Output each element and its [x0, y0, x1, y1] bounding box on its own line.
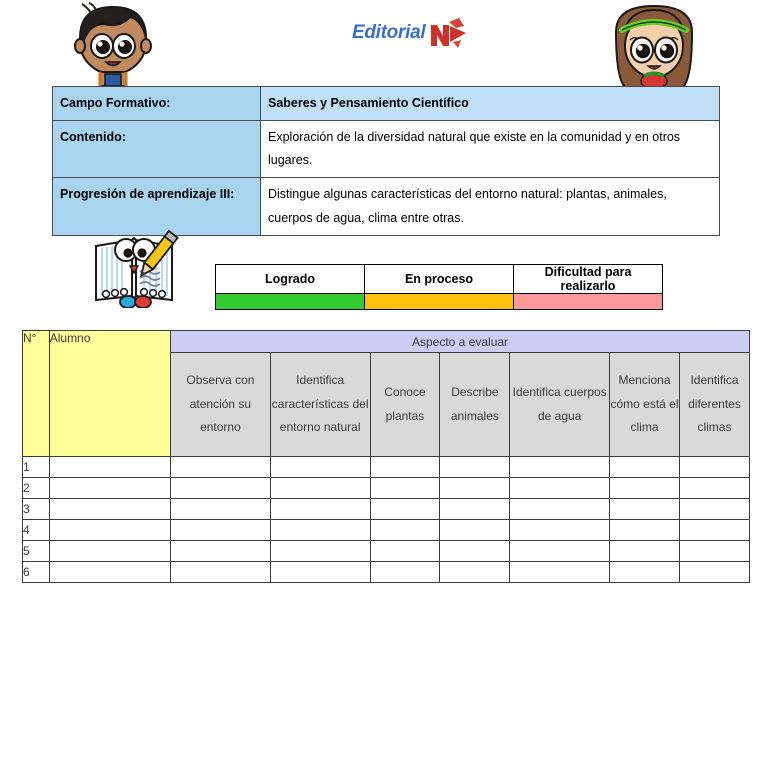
aspect-cell-5[interactable]: [610, 541, 680, 562]
aspect-cell-0[interactable]: [171, 478, 271, 499]
info-value: Exploración de la diversidad natural que existe en la comunidad y en otros lugares.: [261, 121, 720, 178]
aspect-cell-0[interactable]: [171, 562, 271, 583]
row-number: 5: [23, 541, 50, 562]
table-row: [23, 478, 750, 499]
aspect-cell-6[interactable]: [679, 541, 749, 562]
aspect-cell-3[interactable]: [440, 520, 510, 541]
aspect-cell-4[interactable]: [510, 499, 610, 520]
info-row: [53, 121, 720, 178]
aspect-header-5: Menciona cómo está el clima: [610, 353, 680, 457]
aspect-cell-0[interactable]: [171, 457, 271, 478]
info-value: Distingue algunas características del entorno natural: plantas, animales, cuerpos de agua, clima entre otras.: [261, 178, 720, 235]
evaluation-table: [22, 330, 750, 583]
header-number: N°: [23, 331, 50, 457]
aspect-cell-1[interactable]: [270, 562, 370, 583]
aspect-header-4: Identifica cuerpos de agua: [510, 353, 610, 457]
aspect-cell-3[interactable]: [440, 541, 510, 562]
aspect-cell-5[interactable]: [610, 499, 680, 520]
info-value: Saberes y Pensamiento Científico: [261, 87, 720, 121]
aspect-cell-5[interactable]: [610, 478, 680, 499]
aspect-cell-4[interactable]: [510, 562, 610, 583]
info-table: [52, 86, 720, 236]
legend-label-dificultad: Dificultad para realizarlo: [514, 265, 663, 294]
aspect-header-2: Conoce plantas: [370, 353, 440, 457]
row-number: 6: [23, 562, 50, 583]
aspect-cell-1[interactable]: [270, 478, 370, 499]
aspect-cell-6[interactable]: [679, 520, 749, 541]
aspect-header-1: Identifica características del entorno natural: [270, 353, 370, 457]
header-aspecto-a-evaluar: Aspecto a evaluar: [171, 331, 750, 353]
aspect-cell-2[interactable]: [370, 541, 440, 562]
aspect-cell-6[interactable]: [679, 562, 749, 583]
legend-table: [215, 264, 663, 310]
info-label: Campo Formativo:: [53, 87, 261, 121]
info-label: Progresión de aprendizaje III:: [53, 178, 261, 235]
aspect-cell-3[interactable]: [440, 478, 510, 499]
aspect-cell-0[interactable]: [171, 520, 271, 541]
aspect-cell-5[interactable]: [610, 457, 680, 478]
aspect-cell-6[interactable]: [679, 499, 749, 520]
aspect-header-6: Identifica diferentes climas: [679, 353, 749, 457]
aspect-cell-1[interactable]: [270, 541, 370, 562]
aspect-cell-1[interactable]: [270, 499, 370, 520]
table-row: [23, 457, 750, 478]
info-row: [53, 87, 720, 121]
legend-swatch-logrado: [216, 294, 365, 310]
row-number: 1: [23, 457, 50, 478]
aspect-cell-2[interactable]: [370, 520, 440, 541]
student-name-cell[interactable]: [49, 499, 170, 520]
notebook-pencil-mascot: [88, 228, 184, 308]
student-name-cell[interactable]: [49, 541, 170, 562]
cartoon-girl-character: [608, 2, 700, 88]
legend-label-logrado: Logrado: [216, 265, 365, 294]
table-row: [23, 499, 750, 520]
aspect-header-3: Describe animales: [440, 353, 510, 457]
student-name-cell[interactable]: [49, 478, 170, 499]
aspect-cell-2[interactable]: [370, 457, 440, 478]
aspect-cell-1[interactable]: [270, 520, 370, 541]
row-number: 2: [23, 478, 50, 499]
logo-wordmark: Editorial: [352, 22, 426, 43]
row-number: 3: [23, 499, 50, 520]
table-row: [23, 562, 750, 583]
aspect-cell-3[interactable]: [440, 457, 510, 478]
legend-labels-row: [216, 265, 663, 294]
student-name-cell[interactable]: [49, 520, 170, 541]
cartoon-boy-character: [70, 2, 156, 86]
editorial-md-logo: [352, 16, 470, 50]
aspect-header-0: Observa con atención su entorno: [171, 353, 271, 457]
info-row: [53, 178, 720, 235]
student-name-cell[interactable]: [49, 562, 170, 583]
aspect-cell-4[interactable]: [510, 457, 610, 478]
info-label: Contenido:: [53, 121, 261, 178]
header-student: Alumno: [49, 331, 170, 457]
row-number: 4: [23, 520, 50, 541]
student-name-cell[interactable]: [49, 457, 170, 478]
table-row: [23, 541, 750, 562]
md-arrow-logo-icon: [428, 16, 470, 50]
legend-swatches-row: [216, 294, 663, 310]
aspect-cell-5[interactable]: [610, 562, 680, 583]
legend-swatch-en-proceso: [365, 294, 514, 310]
aspect-cell-6[interactable]: [679, 457, 749, 478]
legend-swatch-dificultad: [514, 294, 663, 310]
legend-label-en-proceso: En proceso: [365, 265, 514, 294]
eval-group-header-row: [23, 331, 750, 353]
aspect-cell-2[interactable]: [370, 499, 440, 520]
aspect-cell-3[interactable]: [440, 562, 510, 583]
aspect-cell-3[interactable]: [440, 499, 510, 520]
aspect-cell-2[interactable]: [370, 478, 440, 499]
aspect-cell-4[interactable]: [510, 520, 610, 541]
aspect-cell-0[interactable]: [171, 541, 271, 562]
aspect-cell-4[interactable]: [510, 541, 610, 562]
aspect-cell-1[interactable]: [270, 457, 370, 478]
aspect-cell-0[interactable]: [171, 499, 271, 520]
aspect-cell-2[interactable]: [370, 562, 440, 583]
aspect-cell-5[interactable]: [610, 520, 680, 541]
table-row: [23, 520, 750, 541]
aspect-cell-4[interactable]: [510, 478, 610, 499]
aspect-cell-6[interactable]: [679, 478, 749, 499]
